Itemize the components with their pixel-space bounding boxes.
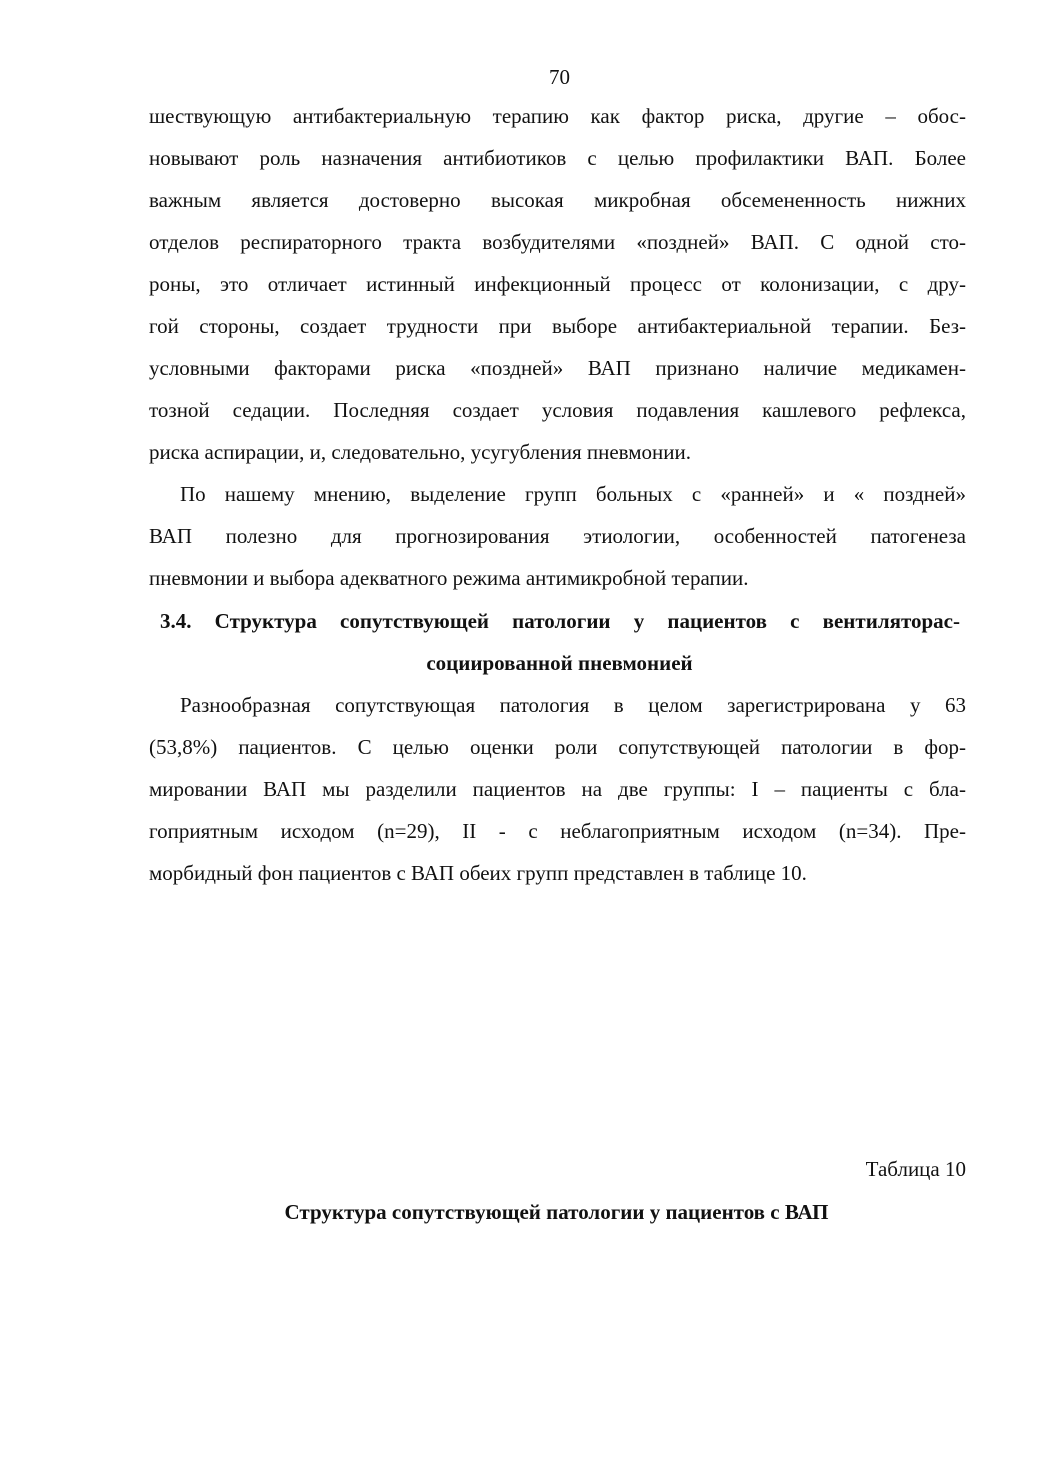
text-line: пневмонии и выбора адекватного режима антимикробной терапии. xyxy=(149,566,749,590)
text-line: тозной седации. Последняя создает условия подавления кашлевого рефлекса, xyxy=(149,398,966,422)
text-line: морбидный фон пациентов с ВАП обеих групп представлен в таблице 10. xyxy=(149,861,807,885)
text-line: риска аспирации, и, следовательно, усугубления пневмонии. xyxy=(149,440,691,464)
text-line: важным является достоверно высокая микробная обсемененность нижних xyxy=(149,188,966,212)
section-heading-line-2: социированной пневмонией xyxy=(426,651,693,675)
text-line: шествующую антибактериальную терапию как фактор риска, другие – обос- xyxy=(149,104,966,128)
section-heading-line-1: 3.4. Структура сопутствующей патологии у пациентов с вентилятораc- xyxy=(160,609,960,633)
text-line: (53,8%) пациентов. С целью оценки роли сопутствующей патологии в фор- xyxy=(149,735,966,759)
text-line: условными факторами риска «поздней» ВАП признано наличие медикамен- xyxy=(149,356,966,380)
text-line: роны, это отличает истинный инфекционный процесс от колонизации, с дру- xyxy=(149,272,966,296)
text-line: отделов респираторного тракта возбудителями «поздней» ВАП. С одной сто- xyxy=(149,230,966,254)
text-line: гой стороны, создает трудности при выборе антибактериальной терапии. Без- xyxy=(149,314,966,338)
text-line: новывают роль назначения антибиотиков с целью профилактики ВАП. Более xyxy=(149,146,966,170)
table-label: Таблица 10 xyxy=(865,1157,966,1181)
text-line: ВАП полезно для прогнозирования этиологии, особенностей патогенеза xyxy=(149,524,966,548)
text-line: гоприятным исходом (n=29), II - с неблагоприятным исходом (n=34). Пре- xyxy=(149,819,966,843)
page-number: 70 xyxy=(549,65,570,89)
table-title: Структура сопутствующей патологии у пациентов с ВАП xyxy=(284,1200,829,1224)
text-line: По нашему мнению, выделение групп больных с «ранней» и « поздней» xyxy=(180,482,966,506)
text-line: мировании ВАП мы разделили пациентов на две группы: I – пациенты с бла- xyxy=(149,777,966,801)
text-line: Разнообразная сопутствующая патология в целом зарегистрирована у 63 xyxy=(180,693,966,717)
